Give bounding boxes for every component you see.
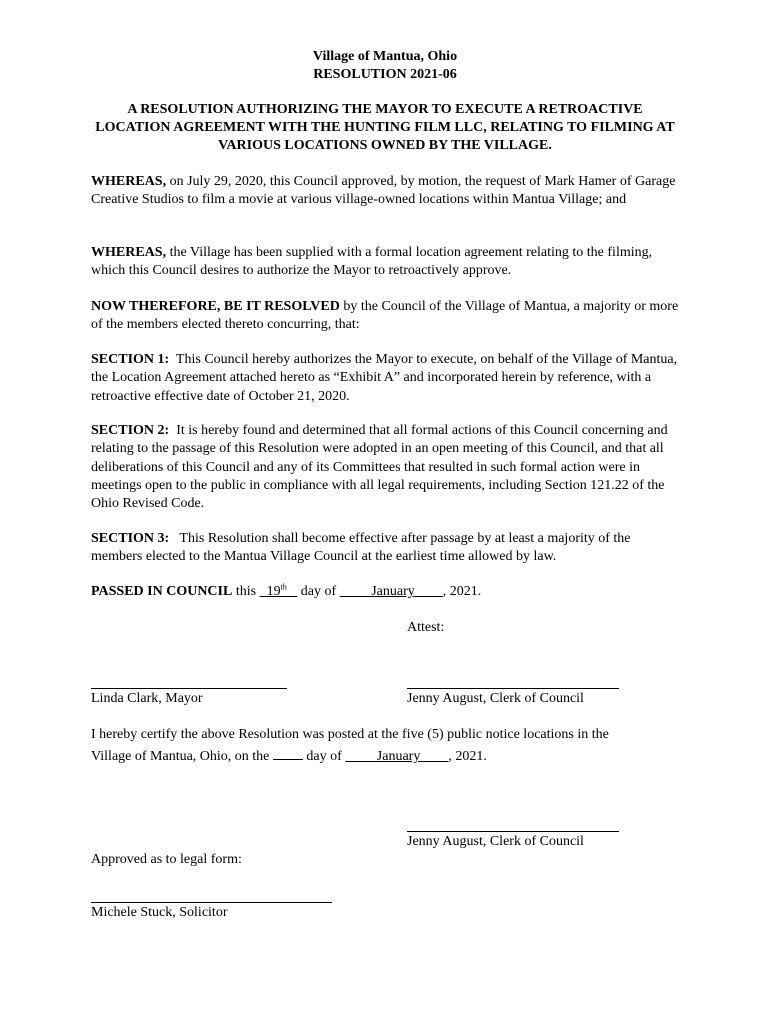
section-1-text: This Council hereby authorizes the Mayor to execute, on behalf of the Village of Mantua, the Location Agreement attached hereto as “Exhibit A” and incorporated herein by reference, with a retroactive effective date of October 21, 2020.: [91, 352, 681, 404]
passed-day: [260, 584, 298, 599]
clerk-certify-name: Jenny August, Clerk of Council: [407, 834, 584, 849]
solicitor-signature-line: [91, 902, 332, 903]
approved-label: Approved as to legal form:: [91, 852, 242, 867]
passed-day-suffix: th: [280, 582, 287, 592]
section-2-paragraph: [91, 422, 683, 513]
section-2-lead: SECTION 2:: [91, 423, 170, 438]
mayor-name: Linda Clark, Mayor: [91, 691, 203, 706]
document-header: [0, 48, 770, 84]
resolution-number: RESOLUTION 2021-06: [313, 67, 457, 82]
section-1-paragraph: [91, 351, 683, 406]
whereas-lead: WHEREAS,: [91, 174, 167, 189]
whereas-text: the Village has been supplied with a formal location agreement relating to the filming, which this Council desires to authorize the Mayor to retroactively approve.: [91, 245, 653, 279]
certify-day-blank: [273, 745, 303, 760]
whereas-paragraph-1: [91, 173, 683, 210]
certify-prefix: Village of Mantua, Ohio, on the: [91, 749, 273, 764]
clerk-certify-signature-line: [407, 831, 619, 832]
passed-month-text: January: [371, 584, 415, 599]
resolved-paragraph: [91, 298, 683, 335]
passed-year: , 2021.: [442, 584, 482, 599]
certify-line-2: [91, 745, 487, 766]
section-3-text: This Resolution shall become effective after passage by at least a majority of the members elected to the Mantua Village Council at the earliest time allowed by law.: [91, 531, 635, 565]
certify-line-1: I hereby certify the above Resolution was posted at the five (5) public notice locations in the: [91, 727, 609, 742]
passed-day-of: day of: [297, 584, 340, 599]
clerk-name: Jenny August, Clerk of Council: [407, 691, 584, 706]
certify-month: [345, 749, 448, 764]
section-2-text: It is hereby found and determined that all formal actions of this Council concerning and relating to the passage of this Resolution were adopted in an open meeting of this Council, and that all deliberations of this Council and any of its Committees that resulted in such formal action were in meetings open to the public in compliance with all legal requirements, including Section 121.22 of the Ohio Revised Code.: [91, 423, 672, 512]
whereas-lead: WHEREAS,: [91, 245, 167, 260]
attest-label: Attest:: [407, 620, 445, 635]
passed-day-number: 19: [266, 584, 281, 599]
resolution-title: A RESOLUTION AUTHORIZING THE MAYOR TO EXECUTE A RETROACTIVE LOCATION AGREEMENT WITH THE HUNTING FILM LLC, RELATING TO FILMING AT VARIOUS LOCATIONS OWNED BY THE VILLAGE.: [95, 102, 675, 153]
certify-month-text: January: [376, 749, 421, 764]
section-3-paragraph: [91, 530, 683, 567]
passed-line: [91, 583, 481, 601]
certify-year: , 2021.: [448, 749, 487, 764]
passed-this: this: [232, 584, 260, 599]
passed-lead: PASSED IN COUNCIL: [91, 584, 233, 599]
clerk-signature-line: [407, 688, 619, 689]
mayor-signature-line: [91, 688, 287, 689]
passed-month: [340, 584, 443, 599]
section-1-lead: SECTION 1:: [91, 352, 170, 367]
resolved-text: by the Council of the Village of Mantua, a majority or more of the members elected thereto concurring, that:: [91, 299, 679, 333]
section-3-lead: SECTION 3:: [91, 531, 170, 546]
resolved-lead: NOW THEREFORE, BE IT RESOLVED: [91, 299, 340, 314]
solicitor-name: Michele Stuck, Solicitor: [91, 905, 228, 920]
whereas-text: on July 29, 2020, this Council approved, by motion, the request of Mark Hamer of Garage Creative Studios to film a movie at various village-owned locations within Mantua Village; and: [91, 174, 676, 208]
whereas-paragraph-2: [91, 244, 683, 281]
certify-day-of: day of: [302, 749, 346, 764]
village-name: Village of Mantua, Ohio: [312, 49, 458, 64]
